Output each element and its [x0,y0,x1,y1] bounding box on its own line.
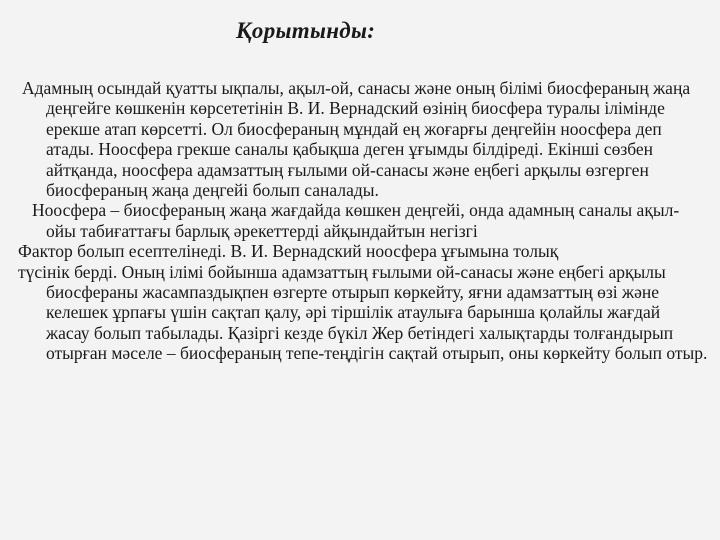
paragraph-biosphere-noosphere: Адамның осындай қуатты ықпалы, ақыл-ой, санасы және оның білімі биосфераның жаңа деңгейге көшкенін көрсететінін В. И. Вернадский өзінің биосфера туралы ілімінде ерекше атап көрсетті. Ол биосфераның мұндай ең жоғарғы деңгейін ноосфера деп атады. Ноосфера грекше саналы қабықша деген ұғымды білдіреді. Екінші сөзбен айтқанда, ноосфера адамзаттың ғылыми ой-санасы және еңбегі арқылы өзгерген биосфераның жаңа деңгейі болып саналады. [22,78,691,201]
slide-body [18,78,708,364]
slide-title: Қорытынды: [236,18,376,43]
paragraph-factor: Фактор болып есептелінеді. В. И. Вернадский ноосфера ұғымына толық [18,241,559,262]
paragraph-noosphere-definition: Ноосфера – биосфераның жаңа жағдайда көшкен деңгейі, онда адамның саналы ақыл-ойы табиғаттағы барлық әрекеттерді айқындайтын негізгі [32,200,680,241]
paragraph-vernadsky-teaching: түсінік берді. Оның ілімі бойынша адамзаттың ғылыми ой-санасы және еңбегі арқылы биосфераны жасампаздықпен өзгерте отырып көркейту, яғни адамзаттың өзі және келешек ұрпағы үшін сақтап қалу, әрі тіршілік атаулыға барынша қолайлы жағдай жасау болып табылады. Қазіргі кезде бүкіл Жер бетіндегі халықтарды толғандырып отырған мәселе – биосфераның тепе-теңдігін сақтай отырып, оны көркейту болып отыр. [18,261,708,364]
